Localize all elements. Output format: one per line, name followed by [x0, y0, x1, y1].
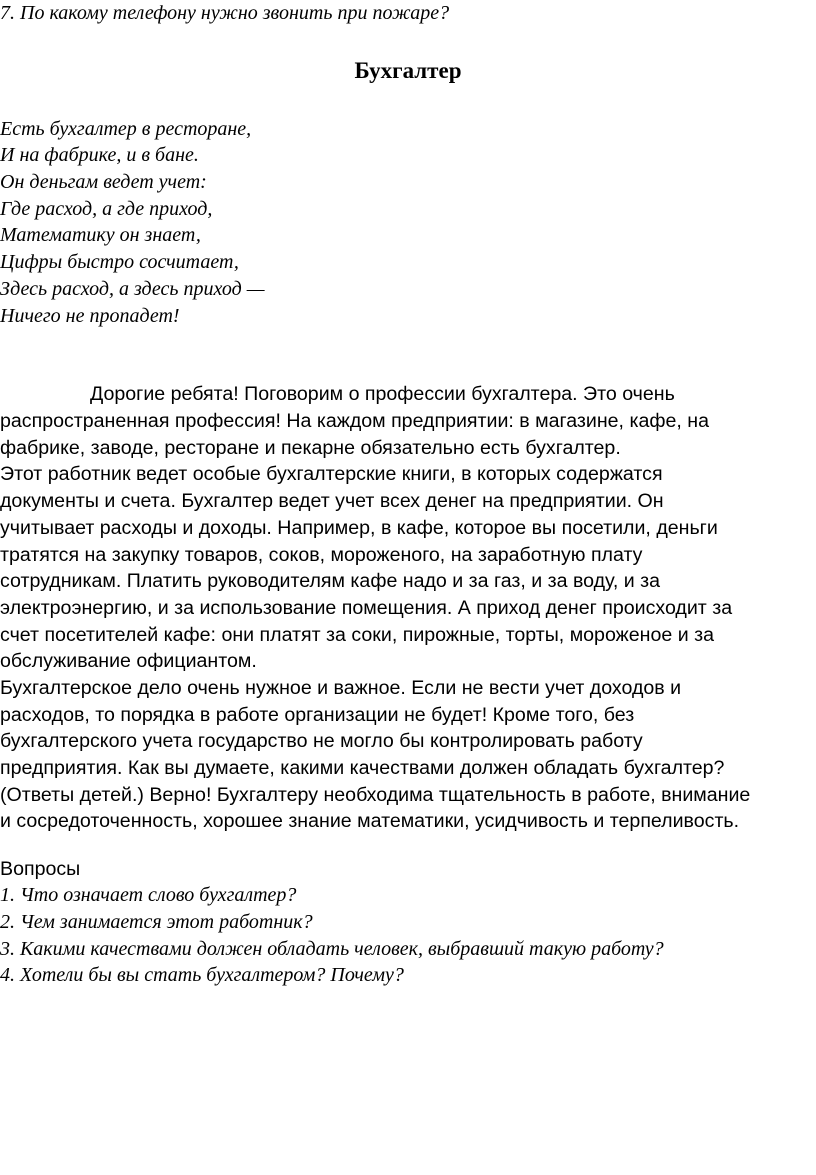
body-line: сотрудникам. Платить руководителям кафе надо и за газ, и за воду, и за: [0, 570, 661, 592]
body-line: фабрике, заводе, ресторане и пекарне обязательно есть бухгалтер.: [0, 437, 621, 459]
question-7: 7. По какому телефону нужно звонить при пожаре?: [0, 2, 450, 24]
body-line: обслуживание официантом.: [0, 650, 257, 672]
question-item: 4. Хотели бы вы стать бухгалтером? Почему?: [0, 964, 404, 986]
body-line: документы и счета. Бухгалтер ведет учет всех денег на предприятии. Он: [0, 490, 664, 512]
questions-heading: Вопросы: [0, 858, 81, 880]
body-line: и сосредоточенность, хорошее знание математики, усидчивость и терпеливость.: [0, 810, 740, 832]
body-line: бухгалтерского учета государство не могло бы контролировать работу: [0, 730, 643, 752]
body-line: предприятия. Как вы думаете, какими качествами должен обладать бухгалтер?: [0, 757, 725, 779]
poem-line: Ничего не пропадет!: [0, 305, 180, 327]
poem-line: И на фабрике, и в бане.: [0, 144, 199, 166]
question-item: 1. Что означает слово бухгалтер?: [0, 884, 297, 906]
poem-line: Математику он знает,: [0, 224, 201, 246]
body-line: распространенная профессия! На каждом предприятии: в магазине, кафе, на: [0, 410, 709, 432]
body-line: (Ответы детей.) Верно! Бухгалтеру необходима тщательность в работе, внимание: [0, 784, 751, 806]
body-line: расходов, то порядка в работе организации не будет! Кроме того, без: [0, 704, 635, 726]
body-line: электроэнергию, и за использование помещения. А приход денег происходит за: [0, 597, 733, 619]
body-line: счет посетителей кафе: они платят за соки, пирожные, торты, мороженое и за: [0, 624, 714, 646]
poem-line: Где расход, а где приход,: [0, 198, 213, 220]
question-item: 3. Какими качествами должен обладать человек, выбравший такую работу?: [0, 938, 664, 960]
poem-line: Цифры быстро сосчитает,: [0, 251, 239, 273]
question-item: 2. Чем занимается этот работник?: [0, 911, 313, 933]
body-line: тратятся на закупку товаров, соков, мороженого, на заработную плату: [0, 544, 643, 566]
poem-line: Есть бухгалтер в ресторане,: [0, 118, 252, 140]
poem-line: Здесь расход, а здесь приход —: [0, 278, 265, 300]
poem-line: Он деньгам ведет учет:: [0, 171, 207, 193]
body-line: Дорогие ребята! Поговорим о профессии бухгалтера. Это очень: [90, 383, 675, 405]
body-line: Бухгалтерское дело очень нужное и важное. Если не вести учет доходов и: [0, 677, 682, 699]
body-line: Этот работник ведет особые бухгалтерские книги, в которых содержатся: [0, 463, 663, 485]
body-line: учитывает расходы и доходы. Например, в кафе, которое вы посетили, деньги: [0, 517, 718, 539]
document-title: Бухгалтер: [354, 58, 462, 83]
